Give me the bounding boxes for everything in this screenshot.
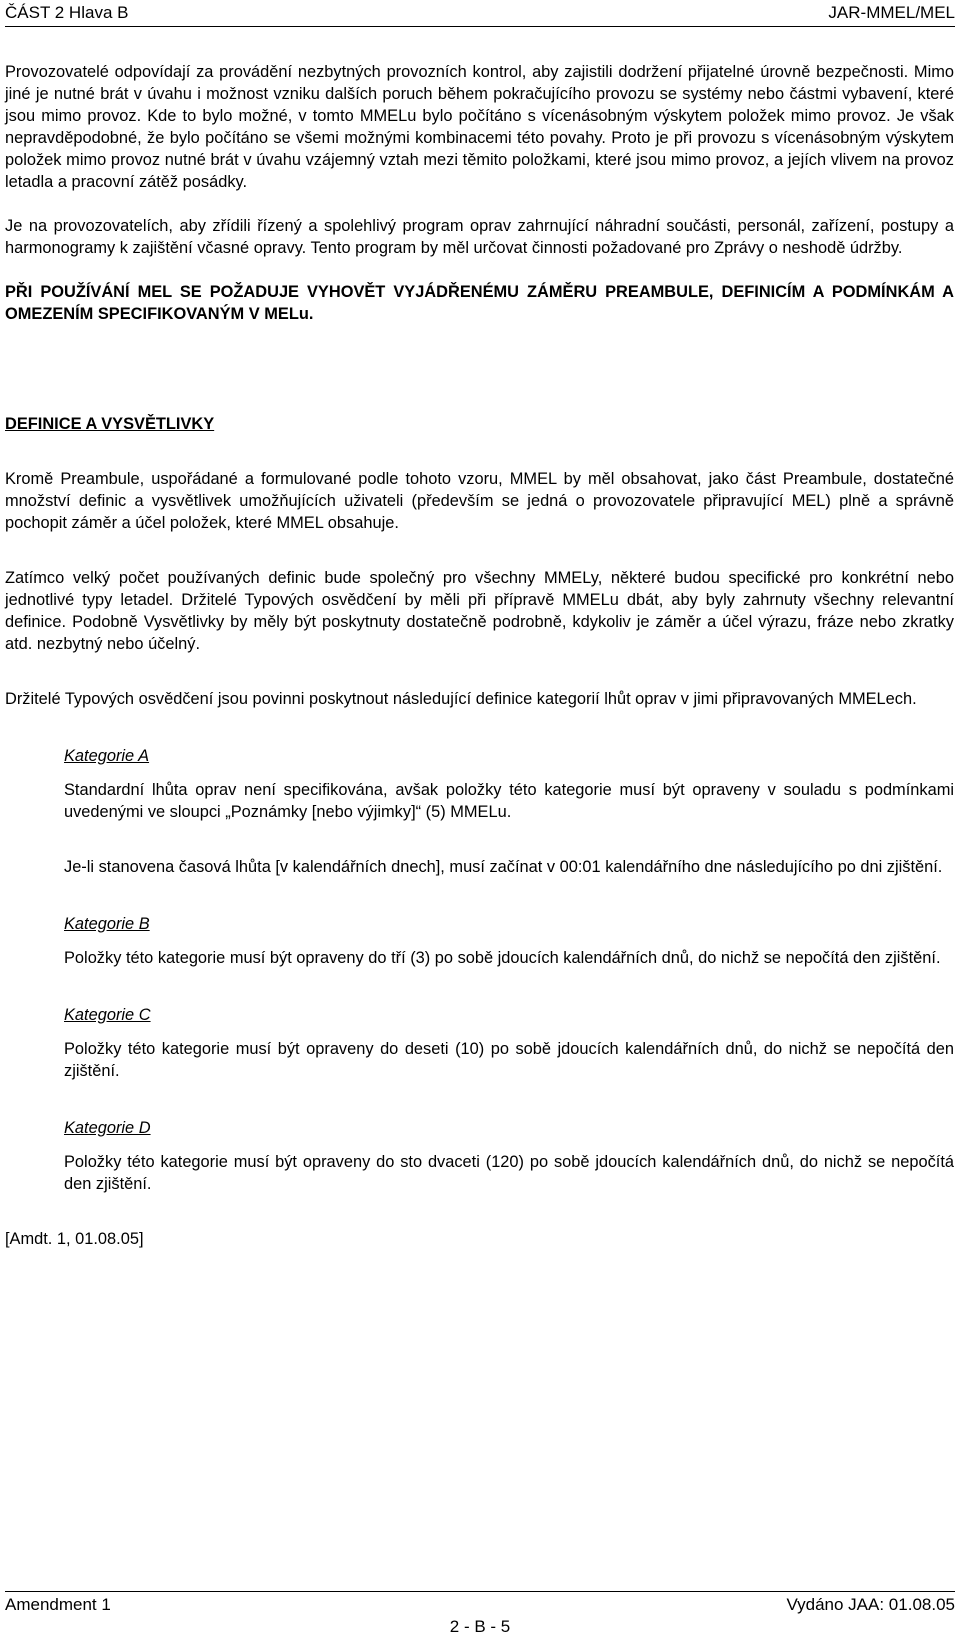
page-number: 2 - B - 5 (449, 1617, 511, 1636)
paragraph-preamble-definitions: Kromě Preambule, uspořádané a formulované podle tohoto vzoru, MMEL by měl obsahovat, jako část Preambule, dostatečné množství definic a vysvětlivek umožňujících uživateli (především se jedná o provozovatele připravující MEL) plně a správně pochopit záměr a účel položek, které MMEL obsahuje. (5, 470, 954, 532)
page-footer (5, 1591, 955, 1636)
category-b-text: Položky této kategorie musí být opraveny do tří (3) po sobě jdoucích kalendářních dnů, do nichž se nepočítá den zjištění. (64, 949, 941, 967)
header-part-title: ČÁST 2 Hlava B (5, 3, 129, 22)
category-a-time-limit-text: Je-li stanovena časová lhůta [v kalendářních dnech], musí začínat v 00:01 kalendářního dne následujícího po dni zjištění. (64, 858, 943, 876)
repair-categories (64, 745, 954, 1195)
category-b-title: Kategorie B (64, 915, 150, 933)
paragraph-repair-program: Je na provozovatelích, aby zřídili řízený a spolehlivý program oprav zahrnující náhradní součásti, personál, zařízení, postupy a harmonogramy k zajištění včasné opravy. Tento program by měl určovat činnosti požadované pro Zprávy o neshodě údržby. (5, 217, 954, 257)
category-a-text: Standardní lhůta oprav není specifikována, avšak položky této kategorie musí být opraveny v souladu s podmínkami uvedenými ve sloupci „Poznámky [nebo výjimky]“ (5) MMELu. (64, 781, 954, 821)
amendment-note: [Amdt. 1, 01.08.05] (5, 1230, 144, 1248)
category-c-text: Položky této kategorie musí být opraveny do deseti (10) po sobě jdoucích kalendářních dnů, do nichž se nepočítá den zjištění. (64, 1040, 954, 1080)
paragraph-mel-requirement: PŘI POUŽÍVÁNÍ MEL SE POŽADUJE VYHOVĚT VYJÁDŘENÉMU ZÁMĚRU PREAMBULE, DEFINICÍM A PODMÍNKÁM A OMEZENÍM SPECIFIKOVANÝM V MELu. (5, 283, 954, 323)
section-heading-definitions: DEFINICE A VYSVĚTLIVKY (5, 415, 215, 433)
paragraph-operator-checks: Provozovatelé odpovídají za provádění nezbytných provozních kontrol, aby zajistili dodržení přijatelné úrovně bezpečnosti. Mimo jiné je nutné brát v úvahu i možnost vzniku dalších poruch během pokračujícího provozu se systémy nebo částmi vybavení, které jsou mimo provoz. Kde to bylo možné, v tomto MMELu bylo počítáno s vícenásobným výskytem položek mimo provoz. Je však nepravděpodobné, že bylo počítáno se všemi možnými kombinacemi této povahy. Proto je při provozu s vícenásobným výskytem položek mimo provoz nutné brát v úvahu vzájemný vztah mezi těmito položkami, které jsou mimo provoz, a jejích vlivem na provoz letadla a pracovní zátěž posádky. (5, 63, 954, 191)
category-d-text: Položky této kategorie musí být opraveny do sto dvaceti (120) po sobě jdoucích kalendářních dnů, do nichž se nepočítá den zjištění. (64, 1153, 954, 1193)
category-d-title: Kategorie D (64, 1119, 151, 1137)
category-a-title: Kategorie A (64, 747, 150, 765)
header-document-code: JAR-MMEL/MEL (828, 3, 955, 22)
paragraph-category-intro: Držitelé Typových osvědčení jsou povinni poskytnout následující definice kategorií lhůt oprav v jimi připravovaných MMELech. (5, 690, 917, 708)
footer-amendment: Amendment 1 (5, 1595, 111, 1614)
document-body (5, 61, 954, 1250)
category-c-title: Kategorie C (64, 1006, 151, 1024)
page-header (5, 0, 955, 27)
paragraph-common-definitions: Zatímco velký počet používaných definic bude společný pro všechny MMELy, některé budou specifické pro konkrétní nebo jednotlivé typy letadel. Držitelé Typových osvědčení by měli při přípravě MMELu dbát, aby byly zahrnuty všechny relevantní definice. Podobně Vysvětlivky by měly být poskytnuty dostatečně podrobně, kdykoliv je záměr a účel výrazu, fráze nebo zkratky atd. nezbytný nebo účelný. (5, 569, 954, 653)
footer-issue-date: Vydáno JAA: 01.08.05 (786, 1595, 955, 1614)
